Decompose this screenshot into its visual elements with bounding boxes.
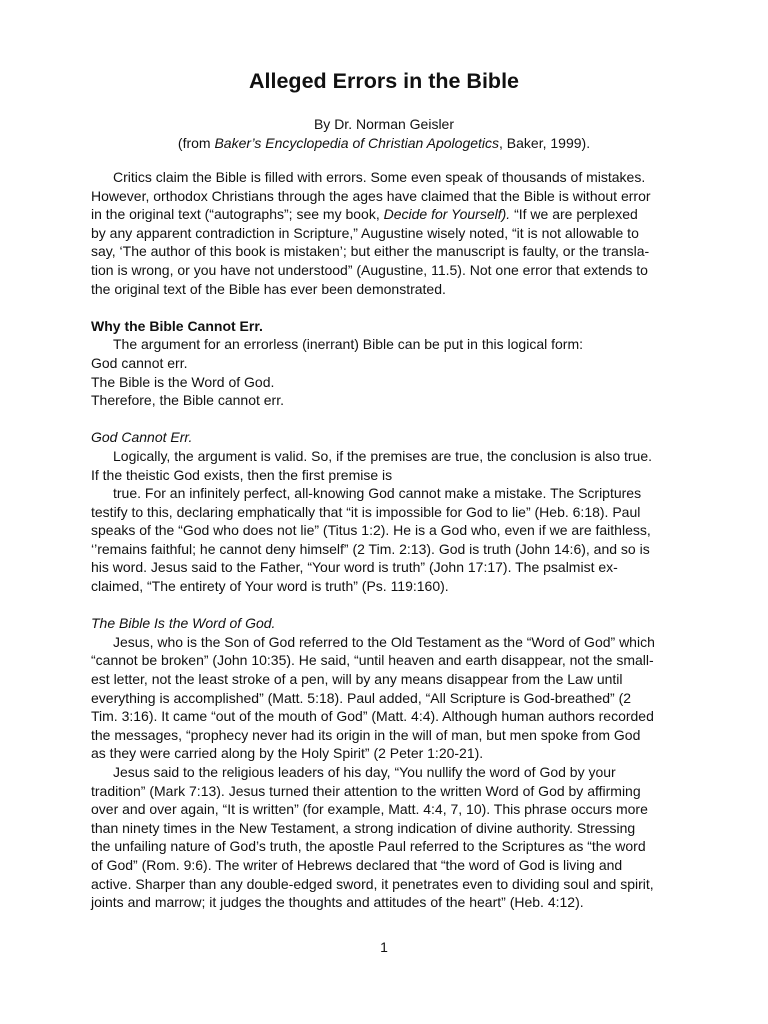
text-line: the unfailing nature of God’s truth, the apostle Paul referred to the Scriptures as “the word — [91, 838, 646, 855]
text-line: est letter, not the least stroke of a pen, will by any means disappear from the Law until — [91, 671, 623, 688]
text-line: joints and marrow; it judges the thoughts and attitudes of the heart” (Heb. 4:12). — [91, 894, 584, 911]
source-prefix: (from — [177, 135, 215, 151]
premise-line: The Bible is the Word of God. — [91, 373, 275, 390]
text-line: However, orthodox Christians through the ages have claimed that the Bible is without error — [91, 187, 651, 204]
text-line: tion is wrong, or you have not understood” (Augustine, 11.5). Not one error that extends to — [91, 261, 648, 278]
text-line: Jesus, who is the Son of God referred to the Old Testament as the “Word of God” which — [113, 633, 655, 650]
paragraph-gap — [91, 410, 711, 429]
word-section — [91, 614, 711, 912]
document-title: Alleged Errors in the Bible — [249, 69, 519, 93]
text-line: “cannot be broken” (John 10:35). He said, “until heaven and earth disappear, not the small- — [91, 652, 654, 669]
conclusion-line: Therefore, the Bible cannot err. — [91, 392, 284, 409]
god-section — [91, 428, 711, 595]
text-line: his word. Jesus said to the Father, “Your word is truth” (John 17:17). The psalmist ex- — [91, 559, 618, 576]
text-run: “If we are perplexed — [510, 206, 638, 223]
text-line — [91, 205, 711, 224]
text-line: Logically, the argument is valid. So, if the premises are true, the conclusion is also true. — [113, 447, 653, 464]
source-suffix: , Baker, 1999). — [499, 135, 591, 151]
premise-line: God cannot err. — [91, 354, 188, 371]
text-line: the messages, “prophecy never had its origin in the will of man, but men spoke from God — [91, 726, 641, 743]
text-line: than ninety times in the New Testament, a strong indication of divine authority. Stressing — [91, 819, 636, 836]
text-line: tradition” (Mark 7:13). Jesus turned their attention to the written Word of God by affirming — [91, 782, 641, 799]
text-line: by any apparent contradiction in Scripture,” Augustine wisely noted, “it is not allowable to — [91, 224, 639, 241]
intro-paragraph — [91, 168, 711, 298]
why-section — [91, 317, 711, 410]
text-line: claimed, “The entirety of Your word is truth” (Ps. 119:160). — [91, 578, 449, 595]
source-title: Baker’s Encyclopedia of Christian Apologetics — [214, 135, 500, 151]
page-number: 1 — [380, 939, 388, 955]
text-run: in the original text (“autographs”; see my book, — [91, 206, 384, 223]
text-line: speaks of the “God who does not lie” (Titus 1:2). He is a God who, even if we are faithless, — [91, 522, 651, 539]
section-heading: The Bible Is the Word of God. — [91, 615, 276, 632]
text-line: If the theistic God exists, then the first premise is — [91, 466, 393, 483]
paragraph-gap — [91, 298, 711, 317]
source-line — [0, 134, 768, 153]
text-line: true. For an infinitely perfect, all-knowing God cannot make a mistake. The Scriptures — [113, 485, 642, 502]
text-line: say, ‘The author of this book is mistaken’; but either the manuscript is faulty, or the transla- — [91, 243, 650, 260]
text-line: the original text of the Bible has ever been demonstrated. — [91, 280, 446, 297]
section-heading: Why the Bible Cannot Err. — [91, 317, 263, 334]
text-line: everything is accomplished” (Matt. 5:18). Paul added, “All Scripture is God-breathed” (2 — [91, 689, 632, 706]
byline — [0, 115, 768, 153]
section-heading: God Cannot Err. — [91, 429, 193, 446]
text-line: ‘’remains faithful; he cannot deny himself” (2 Tim. 2:13). God is truth (John 14:6), and so is — [91, 540, 650, 557]
paragraph-gap — [91, 596, 711, 615]
text-line: testify to this, declaring emphatically that “it is impossible for God to lie” (Heb. 6:18). Paul — [91, 503, 641, 520]
text-line: Tim. 3:16). It came “out of the mouth of God” (Matt. 4:4). Although human authors recorded — [91, 708, 654, 725]
book-title: Decide for Yourself). — [383, 206, 511, 223]
text-line: as they were carried along by the Holy Spirit” (2 Peter 1:20-21). — [91, 745, 484, 762]
text-line: active. Sharper than any double-edged sword, it penetrates even to dividing soul and spirit, — [91, 875, 654, 892]
text-line: over and over again, “It is written” (for example, Matt. 4:4, 7, 10). This phrase occurs more — [91, 801, 648, 818]
text-line: Critics claim the Bible is filled with errors. Some even speak of thousands of mistakes. — [113, 169, 646, 185]
author-line: By Dr. Norman Geisler — [313, 116, 455, 132]
text-line: The argument for an errorless (inerrant) Bible can be put in this logical form: — [113, 336, 583, 353]
document-body — [91, 168, 711, 912]
text-line: of God” (Rom. 9:6). The writer of Hebrews declared that “the word of God is living and — [91, 856, 623, 873]
text-line: Jesus said to the religious leaders of his day, “You nullify the word of God by your — [113, 764, 616, 780]
